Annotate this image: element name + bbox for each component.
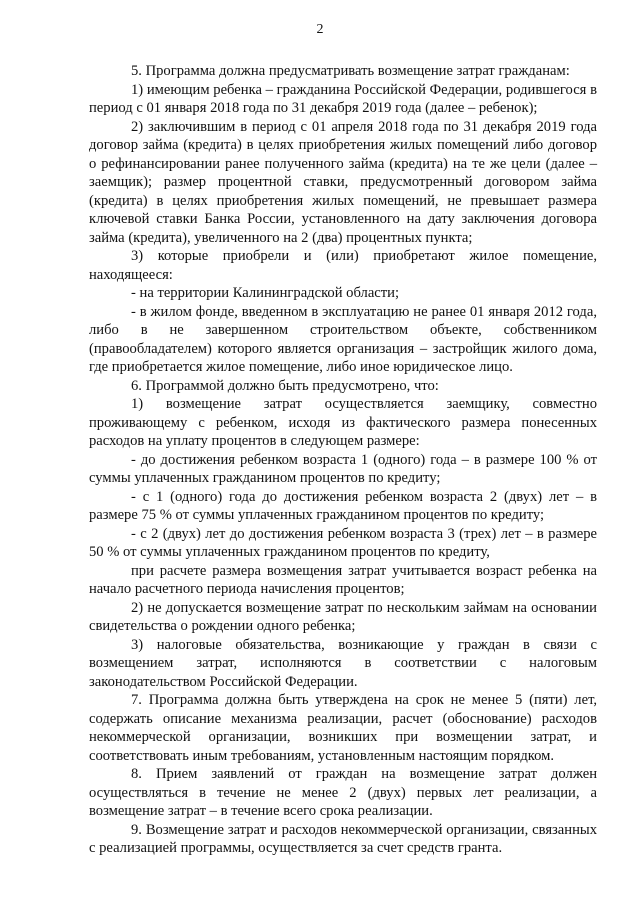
paragraph: - на территории Калининградской области; bbox=[131, 285, 400, 301]
paragraph: при расчете размера возмещения затрат учитывается возраст ребенка на начало расчетного периода начисления процентов; bbox=[89, 562, 597, 597]
paragraph: - в жилом фонде, введенном в эксплуатацию не ранее 01 января 2012 года, либо в не завершенном строительством объекте, собственником (правообладателем) которого является организация – застройщик жилого дома, где приобретается жилое помещение, либо иное юридическое лицо. bbox=[89, 303, 597, 375]
page-number: 2 bbox=[316, 22, 324, 37]
paragraph: 3) налоговые обязательства, возникающие у граждан в связи с возмещением затрат, исполняются в соответствии с налоговым законодательством Российской Федерации. bbox=[89, 636, 597, 690]
document-body bbox=[89, 62, 597, 858]
paragraph: 6. Программой должно быть предусмотрено, что: bbox=[131, 377, 439, 394]
paragraph: 8. Прием заявлений от граждан на возмещение затрат должен осуществляться в течение не менее 2 (двух) первых лет реализации, а возмещение затрат – в течение всего срока реализации. bbox=[89, 766, 597, 819]
paragraph: 7. Программа должна быть утверждена на срок не менее 5 (пяти) лет, содержать описание механизма реализации, расчет (обоснование) расходов некоммерческой организации, возникших при возмещении затрат, и соответствовать иным требованиям, установленным настоящим порядком. bbox=[89, 692, 597, 764]
paragraph: 1) имеющим ребенка – гражданина Российской Федерации, родившегося в период с 01 января 2018 года по 31 декабря 2019 года (далее – ребенок); bbox=[89, 81, 597, 116]
paragraph: - с 1 (одного) года до достижения ребенком возраста 2 (двух) лет – в размере 75 % от суммы уплаченных гражданином процентов по кредиту; bbox=[89, 488, 597, 523]
paragraph: 2) заключившим в период с 01 апреля 2018 года по 31 декабря 2019 года договор займа (кредита) в целях приобретения жилых помещений либо договор о рефинансировании ранее полученного займа (кредита) на те же цели (далее – заемщик); размер процентной ставки, предусмотренный договором займа (кредита) в целях приобретения жилых помещений, не превышает размера ключевой ставки Банка России, установленного на дату заключения договора займа (кредита), увеличенного на 2 (два) процентных пункта; bbox=[89, 118, 597, 246]
paragraph: - с 2 (двух) лет до достижения ребенком возраста 3 (трех) лет – в размере 50 % от суммы уплаченных гражданином процентов по кредиту, bbox=[89, 525, 597, 560]
paragraph: 3) которые приобрели и (или) приобретают жилое помещение, находящееся: bbox=[89, 248, 597, 283]
paragraph: - до достижения ребенком возраста 1 (одного) года – в размере 100 % от суммы уплаченных гражданином процентов по кредиту; bbox=[89, 451, 597, 486]
paragraph: 2) не допускается возмещение затрат по нескольким займам на основании свидетельства о рождении одного ребенка; bbox=[89, 599, 597, 634]
paragraph: 5. Программа должна предусматривать возмещение затрат гражданам: bbox=[131, 63, 570, 79]
paragraph: 1) возмещение затрат осуществляется заемщику, совместно проживающему с ребенком, исходя из фактического размера понесенных расходов на уплату процентов в следующем размере: bbox=[89, 396, 597, 449]
paragraph: 9. Возмещение затрат и расходов некоммерческой организации, связанных с реализацией программы, осуществляется за счет средств гранта. bbox=[89, 821, 597, 856]
